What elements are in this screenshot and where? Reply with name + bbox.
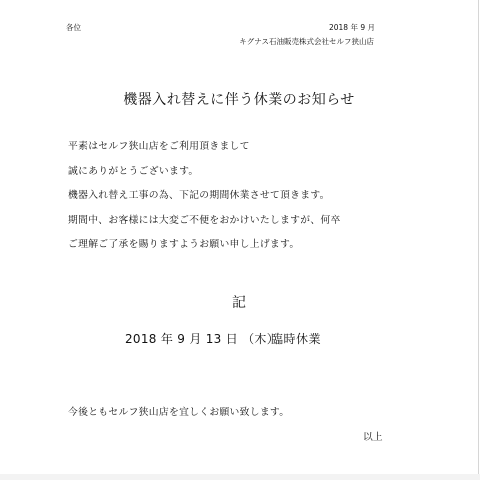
page-bottom-edge (0, 474, 480, 480)
closure-date: 2018 年 9 月 13 日 （木） (125, 332, 280, 346)
company-name: キグナス石油販売株式会社セルフ狭山店 (239, 37, 374, 46)
issue-date: 2018 年 9 月 (328, 23, 375, 32)
salutation: 各位 (66, 23, 81, 32)
body-line-4: 期間中、お客様には大変ご不便をおかけいたしますが、何卒 (68, 215, 341, 226)
ki-heading: 記 (232, 295, 246, 311)
body-line-1: 平素はセルフ狭山店をご利用頂きまして (68, 141, 250, 152)
ijou-mark: 以上 (363, 432, 383, 443)
closure-label: 臨時休業 (271, 332, 322, 346)
body-line-2: 誠にありがとうございます。 (68, 166, 199, 177)
notice-title: 機器入れ替えに伴う休業のお知らせ (123, 92, 355, 108)
body-line-5: ご理解ご了承を賜りますようお願い申し上げます。 (68, 239, 300, 250)
body-line-3: 機器入れ替え工事の為、下記の期間休業させて頂きます。 (68, 190, 330, 201)
closing-message: 今後ともセルフ狭山店を宜しくお願い致します。 (68, 407, 290, 418)
